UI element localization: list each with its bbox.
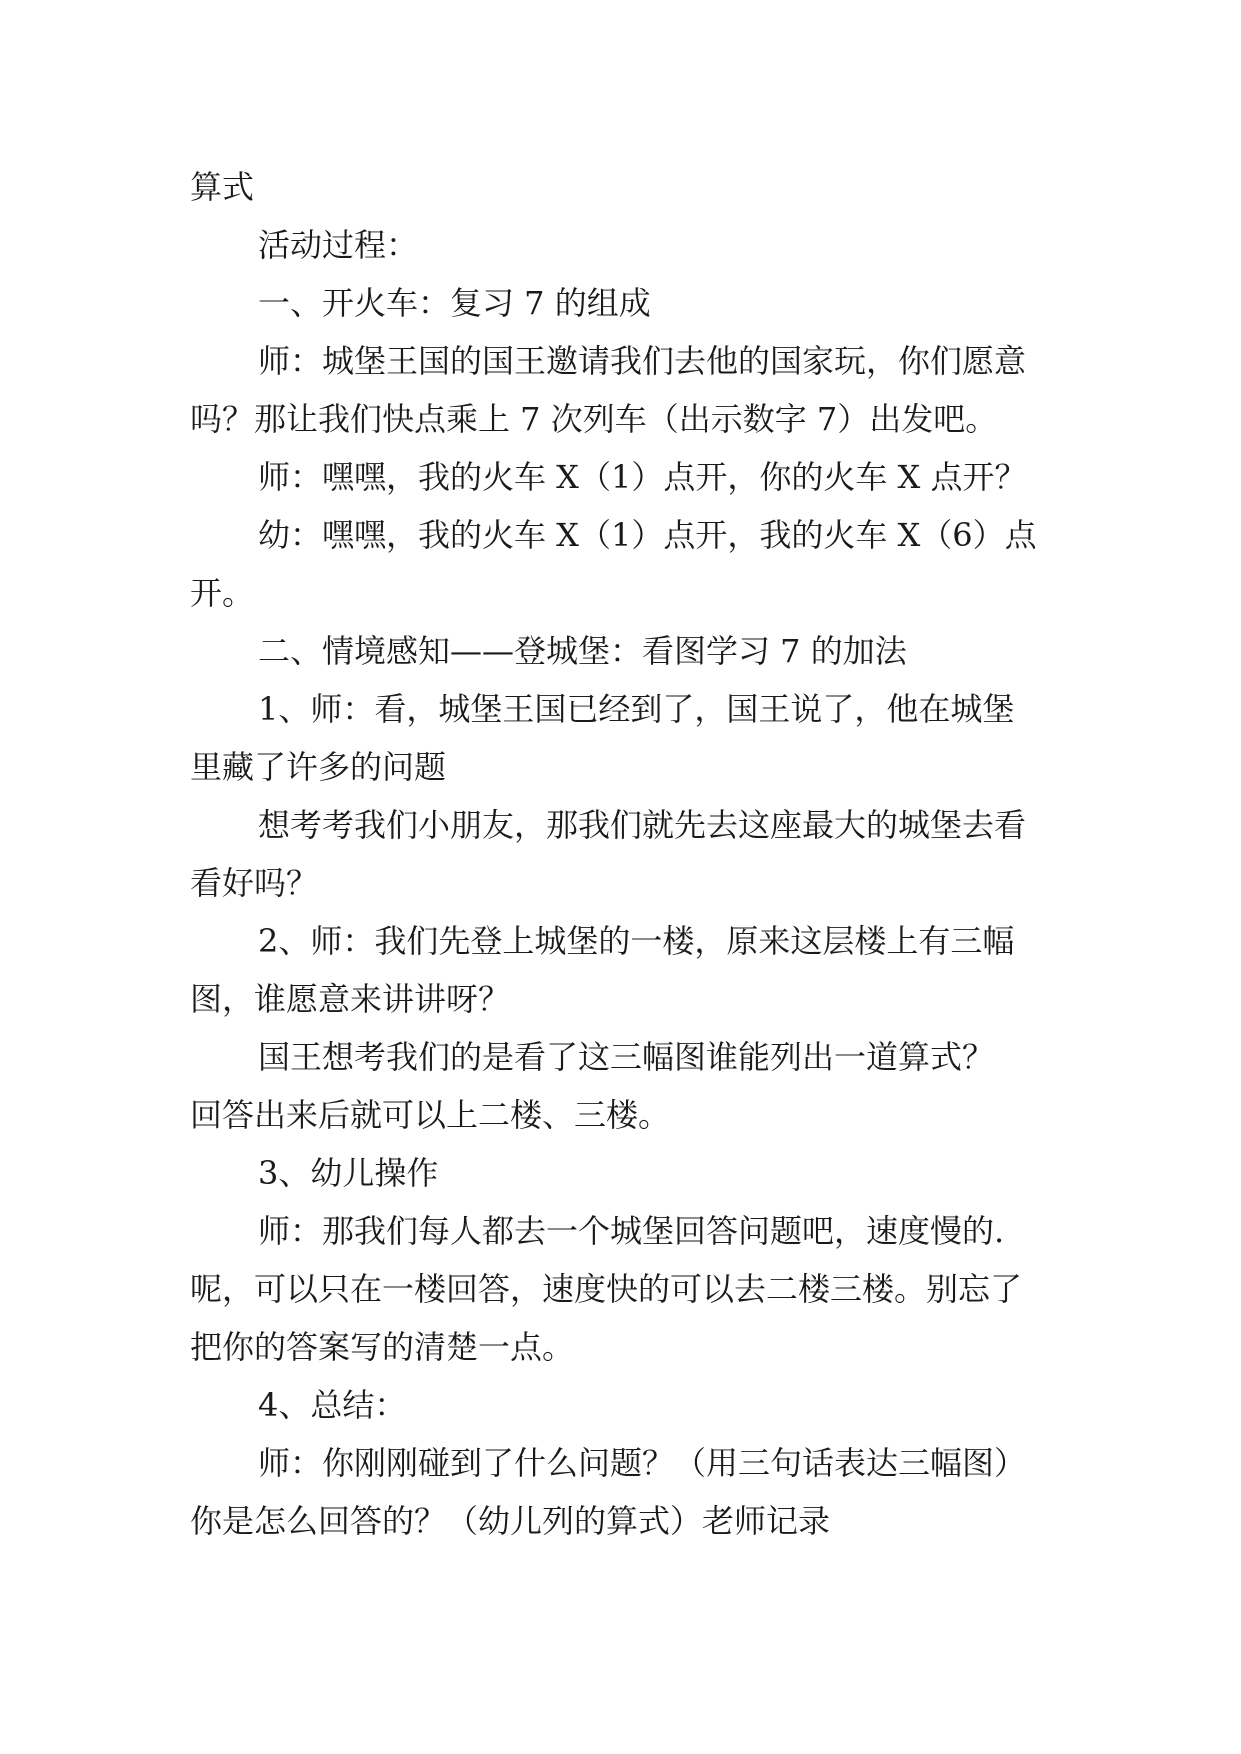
text-line: 回答出来后就可以上二楼、三楼。 [190,1096,671,1134]
text-line: 活动过程： [258,226,419,264]
text-line: 国王想考我们的是看了这三幅图谁能列出一道算式？ [258,1038,995,1076]
section-heading: 一、开火车：复习 7 的组成 [258,284,651,322]
text-line: 师：城堡王国的国王邀请我们去他的国家玩，你们愿意 [258,342,1027,380]
text-line: 幼：嘿嘿，我的火车 X（1）点开，我的火车 X（6）点 [258,516,1037,554]
text-line: 你是怎么回答的？（幼儿列的算式）老师记录 [190,1502,831,1540]
text-line: 把你的答案写的清楚一点。 [190,1328,575,1366]
text-line: 师：你刚刚碰到了什么问题？（用三句话表达三幅图） [258,1444,1027,1482]
text-line: 师：嘿嘿，我的火车 X（1）点开，你的火车 X 点开？ [258,458,1027,496]
text-line: 3、幼儿操作 [258,1154,439,1192]
text-line: 呢，可以只在一楼回答，速度快的可以去二楼三楼。别忘了 [190,1270,1023,1308]
text-line: 吗？那让我们快点乘上 7 次列车（出示数字 7）出发吧。 [190,400,998,438]
text-line: 开。 [190,574,255,612]
text-line: 2、师：我们先登上城堡的一楼，原来这层楼上有三幅 [258,922,1015,960]
text-line: 师：那我们每人都去一个城堡回答问题吧，速度慢的. [258,1212,1005,1250]
text-line: 1、师：看，城堡王国已经到了，国王说了，他在城堡 [258,690,1015,728]
text-line: 里藏了许多的问题 [190,748,447,786]
text-line: 图，谁愿意来讲讲呀？ [190,980,511,1018]
section-heading: 二、情境感知——登城堡：看图学习 7 的加法 [258,632,907,670]
text-line: 算式 [190,168,255,206]
text-line: 看好吗？ [190,864,319,902]
document-body [190,158,1050,1550]
text-line: 想考考我们小朋友，那我们就先去这座最大的城堡去看 [258,806,1027,844]
text-line: 4、总结： [258,1386,407,1424]
